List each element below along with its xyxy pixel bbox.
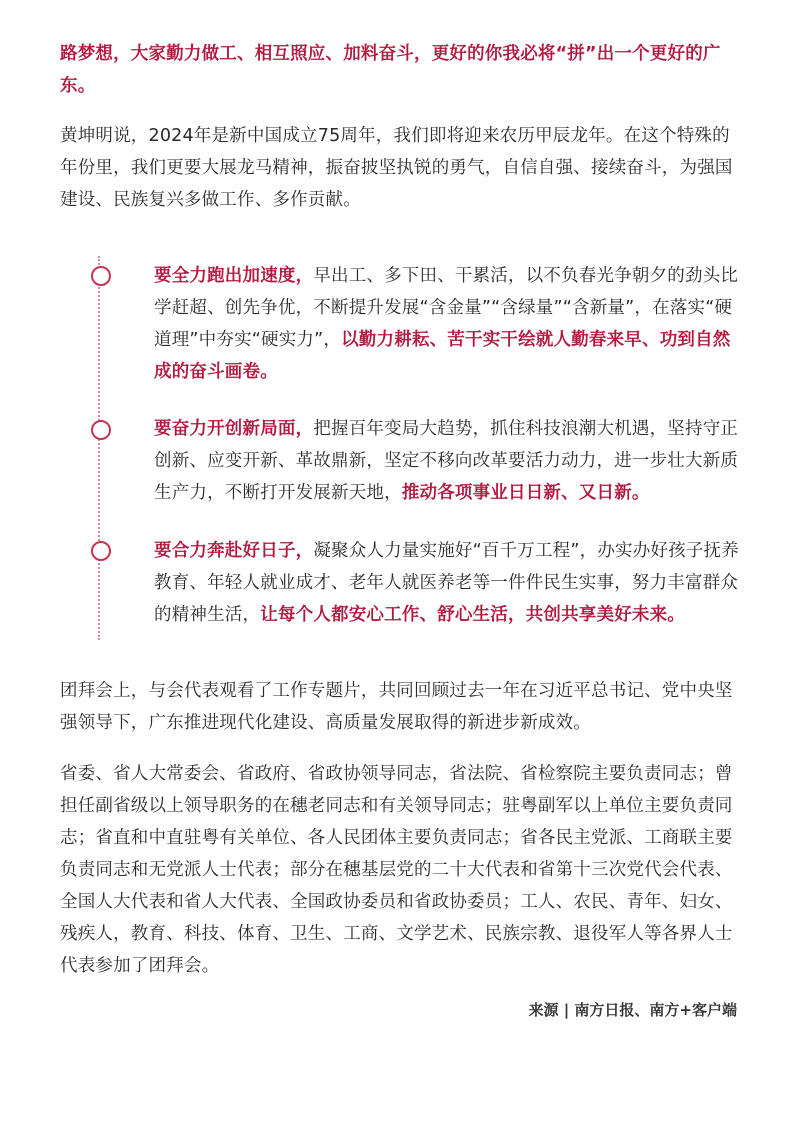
paragraph-2: 团拜会上，与会代表观看了工作专题片，共同回顾过去一年在习近平总书记、党中央坚强领导下，广东推进现代化建设、高质量发展取得的新进步新成效。 (60, 681, 733, 733)
timeline-line (98, 256, 102, 640)
point-tail: 让每个人都安心工作、舒心生活，共创共享美好未来。 (260, 605, 686, 625)
point-body: 早出工、多下田、干累活，以不负春光争朝夕的劲头比学赶超、创先争优，不断提升发展“含金量”“含绿量”“含新量”，在落实“硬道理”中夯实“硬实力”， (154, 266, 739, 350)
source-credit: 来源 | 南方日报、南方+客户端 (528, 1001, 737, 1019)
intro-text: 路梦想，大家勤力做工、相互照应、加料奋斗，更好的你我必将“拼”出一个更好的广东。 (60, 44, 721, 96)
point-body: 把握百年变局大趋势，抓住科技浪潮大机遇，坚持守正创新、应变开新、革故鼎新，坚定不移向改革要活力动力，进一步壮大新质生产力，不断打开发展新天地， (154, 419, 739, 503)
paragraph-3: 省委、省人大常委会、省政府、省政协领导同志，省法院、省检察院主要负责同志；曾担任副省级以上领导职务的在穗老同志和有关领导同志；驻粤副军以上单位主要负责同志；省直和中直驻粤有关单位、各人民团体主要负责同志；省各民主党派、工商联主要负责同志和无党派人士代表；部分在穗基层党的二十大代表和省第十三次党代会代表、全国人大代表和省人大代表、全国政协委员和省政协委员；工人、农民、青年、妇女、残疾人，教育、科技、体育、卫生、工商、文学艺术、民族宗教、退役军人等各界人士代表参加了团拜会。 (60, 764, 733, 976)
point-body: 凝聚众人力量实施好“百千万工程”，办实办好孩子抚养教育、年轻人就业成才、老年人就医养老等一件件民生实事，努力丰富群众的精神生活， (154, 541, 739, 625)
point-item (154, 535, 740, 631)
point-item (154, 413, 740, 509)
point-tail: 推动各项事业日日新、又日新。 (401, 483, 650, 503)
point-item (154, 260, 740, 388)
intro-highlight (60, 38, 740, 102)
point-tail: 以勤力耕耘、苦干实干绘就人勤春来早、功到自然成的奋斗画卷。 (154, 330, 731, 382)
timeline-node-icon (91, 266, 111, 286)
timeline-node-icon (91, 541, 111, 561)
point-lead: 要全力跑出加速度， (154, 266, 314, 286)
paragraph-1: 黄坤明说，2024年是新中国成立75周年，我们即将迎来农历甲辰龙年。在这个特殊的年份里，我们更要大展龙马精神，振奋披坚执锐的勇气，自信自强、接续奋斗，为强国建设、民族复兴多做工作、多作贡献。 (60, 126, 733, 210)
point-lead: 要奋力开创新局面， (154, 419, 314, 439)
point-lead: 要合力奔赴好日子， (154, 541, 314, 561)
timeline-node-icon (91, 420, 111, 440)
